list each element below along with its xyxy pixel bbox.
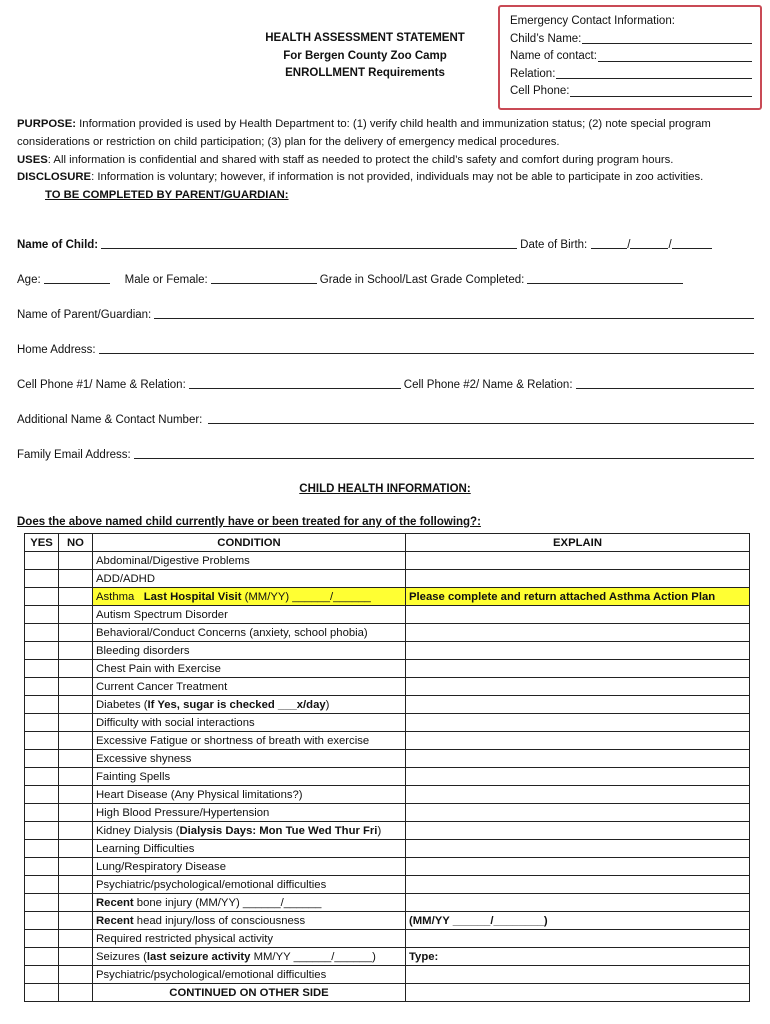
table-row xyxy=(25,876,750,894)
emergency-contact-title: Emergency Contact Information: xyxy=(510,15,675,27)
dob-slash-2: / xyxy=(668,239,672,251)
table-row xyxy=(25,552,750,570)
condition-cell: Psychiatric/psychological/emotional difficulties xyxy=(93,966,406,984)
home-address-row xyxy=(17,343,757,356)
explain-cell[interactable] xyxy=(406,930,750,948)
ec-contact-name-line[interactable] xyxy=(598,48,752,62)
head-recent-label: Recent xyxy=(96,914,134,927)
dob-month-line[interactable] xyxy=(591,238,627,249)
table-row xyxy=(25,840,750,858)
col-explain-header: EXPLAIN xyxy=(406,534,750,552)
dob-label: Date of Birth: xyxy=(520,239,588,251)
child-info-row xyxy=(17,238,757,251)
kidney-close: ) xyxy=(377,824,382,837)
cell-phones-row xyxy=(17,378,757,391)
explain-cell[interactable] xyxy=(406,696,750,714)
age-gender-grade-row xyxy=(17,273,757,286)
asthma-explain-cell: Please complete and return attached Asthma Action Plan xyxy=(406,588,750,606)
ec-contact-name-field[interactable] xyxy=(510,48,752,66)
explain-cell[interactable] xyxy=(406,876,750,894)
diabetes-label: Diabetes ( xyxy=(96,698,148,711)
seizure-activity-label: last seizure activity xyxy=(146,950,251,963)
yes-cell[interactable] xyxy=(25,660,59,678)
diabetes-check-text: If Yes, sugar is checked ___x/day xyxy=(147,698,326,711)
ec-cell-phone-label: Cell Phone: xyxy=(510,85,570,97)
yes-cell[interactable] xyxy=(25,678,59,696)
no-cell[interactable] xyxy=(59,948,93,966)
parent-name-row xyxy=(17,308,757,321)
no-cell[interactable] xyxy=(59,822,93,840)
yes-cell[interactable] xyxy=(25,570,59,588)
yes-cell[interactable] xyxy=(25,912,59,930)
condition-cell: Difficulty with social interactions xyxy=(93,714,406,732)
explain-cell[interactable] xyxy=(406,714,750,732)
form-title xyxy=(230,30,500,83)
condition-cell: Psychiatric/psychological/emotional difficulties xyxy=(93,876,406,894)
seizures-label: Seizures ( xyxy=(96,950,147,963)
yes-cell[interactable] xyxy=(25,714,59,732)
home-address-line[interactable] xyxy=(99,343,754,354)
no-cell[interactable] xyxy=(59,894,93,912)
form-title-line1: HEALTH ASSESSMENT STATEMENT xyxy=(265,32,465,44)
no-cell[interactable] xyxy=(59,768,93,786)
explain-cell[interactable] xyxy=(406,786,750,804)
asthma-label: Asthma xyxy=(96,590,135,603)
no-cell[interactable] xyxy=(59,840,93,858)
gender-label: Male or Female: xyxy=(124,274,208,286)
yes-cell[interactable] xyxy=(25,552,59,570)
parent-guardian-heading: TO BE COMPLETED BY PARENT/GUARDIAN: xyxy=(45,189,289,202)
explain-cell[interactable] xyxy=(406,624,750,642)
table-row xyxy=(25,930,750,948)
col-no-header: NO xyxy=(59,534,93,552)
no-cell[interactable] xyxy=(59,714,93,732)
condition-cell-kidney xyxy=(93,822,406,840)
ec-child-name-label: Child’s Name: xyxy=(510,32,582,45)
col-yes-header: YES xyxy=(25,534,59,552)
dob-day-line[interactable] xyxy=(630,238,668,249)
condition-cell: Autism Spectrum Disorder xyxy=(93,606,406,624)
yes-cell xyxy=(25,984,59,1002)
condition-cell-head-injury xyxy=(93,912,406,930)
explain-cell[interactable] xyxy=(406,804,750,822)
table-row xyxy=(25,678,750,696)
table-row-asthma xyxy=(25,588,750,606)
yes-cell[interactable] xyxy=(25,840,59,858)
yes-cell[interactable] xyxy=(25,786,59,804)
no-cell[interactable] xyxy=(59,624,93,642)
seizure-type-cell[interactable]: Type: xyxy=(406,948,750,966)
condition-cell: Lung/Respiratory Disease xyxy=(93,858,406,876)
no-cell[interactable] xyxy=(59,912,93,930)
explain-cell[interactable] xyxy=(406,732,750,750)
grade-line[interactable] xyxy=(527,273,683,284)
conditions-table xyxy=(24,533,750,1002)
intro-section xyxy=(17,116,762,205)
table-row xyxy=(25,660,750,678)
no-cell[interactable] xyxy=(59,642,93,660)
form-title-line3: ENROLLMENT Requirements xyxy=(285,67,445,79)
ec-child-name-line[interactable] xyxy=(582,31,752,45)
table-row xyxy=(25,804,750,822)
yes-cell[interactable] xyxy=(25,750,59,768)
cell2-line[interactable] xyxy=(576,378,754,389)
yes-cell[interactable] xyxy=(25,732,59,750)
diabetes-close: ) xyxy=(325,698,330,711)
ec-relation-label: Relation: xyxy=(510,67,556,80)
home-address-label: Home Address: xyxy=(17,344,96,356)
email-line[interactable] xyxy=(134,448,754,459)
yes-cell[interactable] xyxy=(25,876,59,894)
no-cell[interactable] xyxy=(59,930,93,948)
no-cell[interactable] xyxy=(59,786,93,804)
table-row xyxy=(25,714,750,732)
table-row xyxy=(25,786,750,804)
seizure-date-text: MM/YY ______/______) xyxy=(250,950,376,963)
asthma-visit-date: (MM/YY) ______/______ xyxy=(241,590,371,603)
condition-cell: Heart Disease (Any Physical limitations?) xyxy=(93,786,406,804)
col-condition-header: CONDITION xyxy=(93,534,406,552)
explain-cell[interactable] xyxy=(406,570,750,588)
table-row xyxy=(25,606,750,624)
condition-cell: Abdominal/Digestive Problems xyxy=(93,552,406,570)
ec-cell-phone-field[interactable] xyxy=(510,83,752,101)
purpose-label: PURPOSE: xyxy=(17,118,77,130)
email-label: Family Email Address: xyxy=(17,449,131,461)
additional-contact-row xyxy=(17,413,757,426)
parent-heading-wrap xyxy=(17,187,762,205)
yes-cell[interactable] xyxy=(25,930,59,948)
table-row-bone-injury xyxy=(25,894,750,912)
conditions-header-row xyxy=(25,534,750,552)
condition-cell: ADD/ADHD xyxy=(93,570,406,588)
cell2-label: Cell Phone #2/ Name & Relation: xyxy=(403,379,573,391)
table-row xyxy=(25,624,750,642)
head-injury-explain-cell[interactable]: (MM/YY ______/________) xyxy=(406,912,750,930)
yes-cell[interactable] xyxy=(25,606,59,624)
explain-cell[interactable] xyxy=(406,840,750,858)
no-cell[interactable] xyxy=(59,876,93,894)
condition-cell: Fainting Spells xyxy=(93,768,406,786)
condition-cell: Chest Pain with Exercise xyxy=(93,660,406,678)
kidney-days-text: Dialysis Days: Mon Tue Wed Thur Fri xyxy=(179,824,378,837)
head-injury-text: head injury/loss of consciousness xyxy=(133,914,306,927)
condition-cell: Excessive Fatigue or shortness of breath with exercise xyxy=(93,732,406,750)
explain-cell[interactable] xyxy=(406,894,750,912)
purpose-paragraph xyxy=(17,116,762,152)
child-health-heading: CHILD HEALTH INFORMATION: xyxy=(299,483,471,495)
disclosure-text: : Information is voluntary; however, if information is not provided, individuals may not be able to participate in zoo activities. xyxy=(91,171,704,184)
yes-cell[interactable] xyxy=(25,624,59,642)
ec-child-name-field[interactable] xyxy=(510,31,752,49)
dob-slash-1: / xyxy=(627,239,631,251)
table-row xyxy=(25,732,750,750)
table-row xyxy=(25,642,750,660)
gender-line[interactable] xyxy=(211,273,317,284)
yes-cell[interactable] xyxy=(25,858,59,876)
disclosure-label: DISCLOSURE xyxy=(17,171,92,184)
condition-cell-bone-injury xyxy=(93,894,406,912)
yes-cell[interactable] xyxy=(25,822,59,840)
uses-text: : All information is confidential and shared with staff as needed to protect the child’s safety and comfort during program hours. xyxy=(47,153,674,166)
dob-year-line[interactable] xyxy=(672,238,712,249)
explain-cell xyxy=(406,984,750,1002)
condition-cell: Excessive shyness xyxy=(93,750,406,768)
ec-relation-field[interactable] xyxy=(510,66,752,84)
no-cell[interactable] xyxy=(59,606,93,624)
continued-note: CONTINUED ON OTHER SIDE xyxy=(93,984,406,1002)
condition-cell: Required restricted physical activity xyxy=(93,930,406,948)
uses-paragraph xyxy=(17,152,762,170)
no-cell[interactable] xyxy=(59,678,93,696)
conditions-question: Does the above named child currently have or been treated for any of the following?: xyxy=(17,516,481,528)
additional-contact-label: Additional Name & Contact Number: xyxy=(17,414,203,426)
table-row-kidney xyxy=(25,822,750,840)
condition-cell: Learning Difficulties xyxy=(93,840,406,858)
parent-name-line[interactable] xyxy=(154,308,754,319)
asthma-visit-label: Last Hospital Visit xyxy=(143,590,242,603)
no-cell[interactable] xyxy=(59,732,93,750)
explain-cell[interactable] xyxy=(406,606,750,624)
yes-cell[interactable] xyxy=(25,966,59,984)
no-cell[interactable] xyxy=(59,552,93,570)
yes-cell[interactable] xyxy=(25,894,59,912)
explain-cell[interactable] xyxy=(406,660,750,678)
age-label: Age: xyxy=(17,274,41,286)
child-name-line[interactable] xyxy=(101,238,517,249)
yes-cell[interactable] xyxy=(25,804,59,822)
explain-cell[interactable] xyxy=(406,552,750,570)
yes-cell[interactable] xyxy=(25,588,59,606)
ec-relation-line[interactable] xyxy=(556,66,752,80)
ec-cell-phone-line[interactable] xyxy=(570,83,752,97)
disclosure-paragraph xyxy=(17,169,762,187)
table-row-head-injury xyxy=(25,912,750,930)
condition-cell-seizures xyxy=(93,948,406,966)
no-cell[interactable] xyxy=(59,858,93,876)
cell1-line[interactable] xyxy=(189,378,401,389)
email-row xyxy=(17,448,757,461)
no-cell[interactable] xyxy=(59,588,93,606)
no-cell[interactable] xyxy=(59,570,93,588)
form-title-line2: For Bergen County Zoo Camp xyxy=(283,49,447,62)
table-row xyxy=(25,858,750,876)
no-cell[interactable] xyxy=(59,750,93,768)
purpose-text: Information provided is used by Health Department to: (1) verify child health and immunization status; (2) note special program considerations or restriction on child participation; (3) plan for the delivery of emergency medical procedures. xyxy=(17,118,711,148)
no-cell xyxy=(59,984,93,1002)
explain-cell[interactable] xyxy=(406,858,750,876)
age-line[interactable] xyxy=(44,273,110,284)
child-name-label: Name of Child: xyxy=(17,239,99,251)
table-row xyxy=(25,750,750,768)
additional-contact-line[interactable] xyxy=(208,413,754,424)
explain-cell[interactable] xyxy=(406,642,750,660)
kidney-label: Kidney Dialysis ( xyxy=(96,824,180,837)
condition-cell: Bleeding disorders xyxy=(93,642,406,660)
condition-cell: Current Cancer Treatment xyxy=(93,678,406,696)
table-row xyxy=(25,768,750,786)
condition-cell-diabetes xyxy=(93,696,406,714)
bone-injury-text: bone injury (MM/YY) ______/______ xyxy=(133,896,322,909)
no-cell[interactable] xyxy=(59,696,93,714)
grade-label: Grade in School/Last Grade Completed: xyxy=(319,274,525,286)
emergency-contact-box xyxy=(498,5,762,110)
table-row-continued xyxy=(25,984,750,1002)
cell1-label: Cell Phone #1/ Name & Relation: xyxy=(17,379,186,391)
explain-cell[interactable] xyxy=(406,750,750,768)
yes-cell[interactable] xyxy=(25,642,59,660)
yes-cell[interactable] xyxy=(25,948,59,966)
explain-cell[interactable] xyxy=(406,768,750,786)
no-cell[interactable] xyxy=(59,660,93,678)
uses-label: USES xyxy=(17,153,48,166)
explain-cell[interactable] xyxy=(406,822,750,840)
table-row xyxy=(25,570,750,588)
parent-name-label: Name of Parent/Guardian: xyxy=(17,309,152,321)
table-row-diabetes xyxy=(25,696,750,714)
explain-cell[interactable] xyxy=(406,966,750,984)
bone-recent-label: Recent xyxy=(96,896,134,909)
yes-cell[interactable] xyxy=(25,696,59,714)
table-row xyxy=(25,966,750,984)
yes-cell[interactable] xyxy=(25,768,59,786)
condition-cell: Behavioral/Conduct Concerns (anxiety, school phobia) xyxy=(93,624,406,642)
table-row-seizures xyxy=(25,948,750,966)
condition-cell-asthma xyxy=(93,588,406,606)
no-cell[interactable] xyxy=(59,966,93,984)
ec-contact-name-label: Name of contact: xyxy=(510,50,597,62)
explain-cell[interactable] xyxy=(406,678,750,696)
condition-cell: High Blood Pressure/Hypertension xyxy=(93,804,406,822)
no-cell[interactable] xyxy=(59,804,93,822)
